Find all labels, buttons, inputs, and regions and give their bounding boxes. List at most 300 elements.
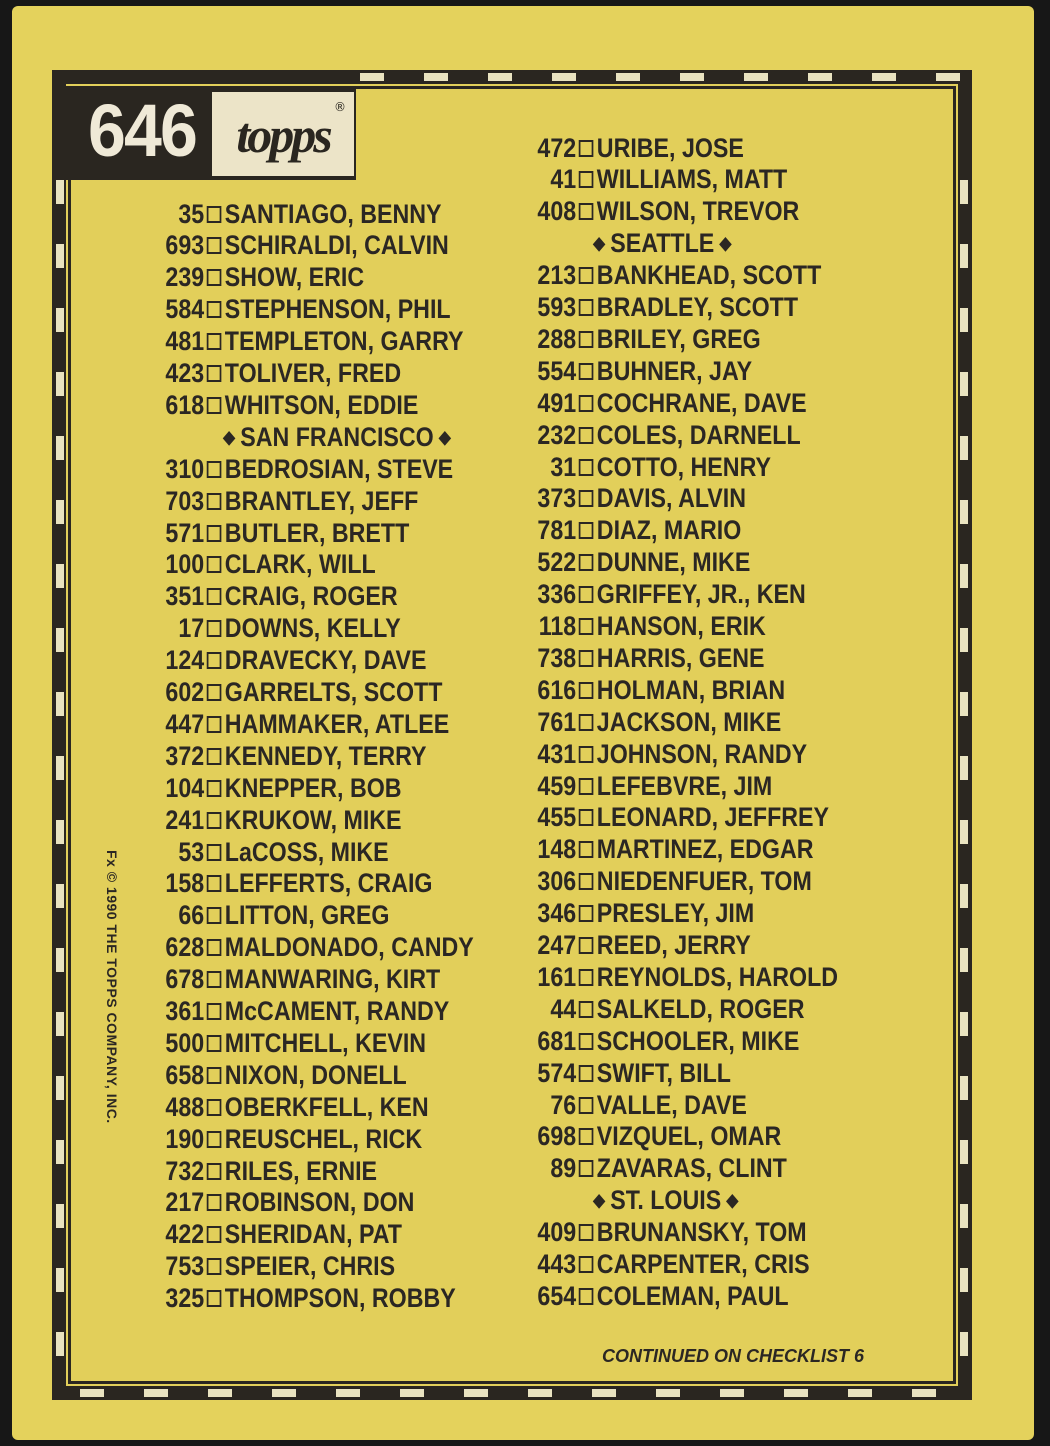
checkbox[interactable] (207, 269, 222, 286)
player-name: COTTO, HENRY (596, 451, 771, 482)
card-number-label: 431 (537, 738, 577, 769)
player-name: GARRELTS, SCOTT (224, 677, 443, 707)
checklist-row (156, 804, 402, 836)
player-name: HOLMAN, BRIAN (596, 674, 786, 705)
diamond-icon: ◆ (223, 426, 236, 447)
card-number-label: 658 (165, 1059, 205, 1090)
card-number-label: 361 (165, 996, 205, 1026)
border-stripe (720, 1389, 744, 1397)
border-stripe (272, 1389, 296, 1397)
checklist-row (156, 1155, 377, 1187)
checklist-row (528, 834, 814, 866)
border-stripe (56, 244, 64, 268)
checklist-row (528, 1121, 781, 1153)
checklist-row (528, 483, 746, 515)
player-name: BUTLER, BRETT (224, 517, 410, 548)
checkbox[interactable] (207, 844, 222, 861)
checkbox[interactable] (207, 525, 222, 542)
checkbox[interactable] (579, 714, 594, 731)
checkbox[interactable] (579, 459, 594, 476)
checkbox[interactable] (207, 1194, 222, 1211)
border-stripe (56, 628, 64, 652)
border-stripe (56, 1140, 64, 1164)
checklist-row (156, 1027, 426, 1059)
player-name: CRAIG, ROGER (224, 581, 398, 612)
checkbox[interactable] (207, 493, 222, 510)
player-name: HANSON, ERIK (596, 611, 766, 641)
checkbox[interactable] (207, 971, 222, 988)
card-number-label: 423 (165, 358, 205, 388)
checkbox[interactable] (207, 237, 222, 254)
checklist-row (156, 613, 401, 645)
checkbox[interactable] (579, 1001, 594, 1018)
checklist-row (528, 802, 829, 834)
checkbox[interactable] (579, 778, 594, 795)
checklist-row (528, 1089, 747, 1121)
player-name: SHERIDAN, PAT (224, 1219, 402, 1250)
checklist-row (156, 1187, 414, 1219)
checklist-row (156, 581, 398, 613)
checklist-row (156, 1283, 456, 1315)
player-name: KNEPPER, BOB (224, 772, 402, 803)
team-header (588, 1185, 743, 1217)
checklist-row (528, 260, 821, 292)
checklist-row (528, 355, 752, 387)
card-number-label: 325 (165, 1283, 205, 1314)
player-name: ROBINSON, DON (224, 1187, 415, 1218)
border-stripe (960, 1268, 968, 1292)
card-number-label: 491 (537, 387, 577, 418)
checkbox[interactable] (207, 939, 222, 956)
player-name: STEPHENSON, PHIL (224, 294, 451, 325)
border-stripe (56, 948, 64, 972)
card-number-label: 409 (537, 1217, 577, 1248)
checkbox[interactable] (207, 812, 222, 829)
card-number-label: 148 (537, 834, 577, 865)
checkbox[interactable] (579, 171, 594, 188)
checkbox[interactable] (579, 554, 594, 571)
border-stripe (784, 1389, 808, 1397)
player-name: BANKHEAD, SCOTT (596, 260, 822, 291)
border-stripe (744, 73, 768, 81)
border-stripe (56, 884, 64, 908)
checklist-row (528, 579, 806, 611)
border-stripe (56, 1076, 64, 1100)
checklist-row (528, 1249, 810, 1281)
checklist-row (156, 996, 449, 1028)
player-name: SANTIAGO, BENNY (224, 198, 442, 229)
checkbox[interactable] (207, 1003, 222, 1020)
card-number-label: 422 (165, 1219, 205, 1250)
card-number-label: 306 (537, 866, 577, 897)
team-name: SEATTLE (610, 228, 715, 259)
checkbox[interactable] (207, 556, 222, 573)
checklist-row (156, 517, 409, 549)
checkbox[interactable] (207, 652, 222, 669)
card-number: 646 (87, 89, 197, 172)
card-number-label: 190 (165, 1123, 205, 1154)
card-number-label: 678 (165, 964, 205, 995)
player-name: BUHNER, JAY (596, 355, 753, 386)
checkbox[interactable] (207, 1290, 222, 1307)
checklist-row (156, 708, 449, 740)
checklist-row (156, 198, 442, 230)
border-stripe (848, 1389, 872, 1397)
player-name: JOHNSON, RANDY (596, 738, 808, 769)
checklist-row (528, 451, 771, 483)
checklist-row (156, 836, 389, 868)
card-number-label: 574 (537, 1057, 577, 1088)
card-number-label: 628 (165, 932, 205, 963)
checklist-row (156, 453, 453, 485)
team-name: SAN FRANCISCO (240, 421, 434, 452)
checkbox[interactable] (579, 203, 594, 220)
player-name: DRAVECKY, DAVE (224, 645, 427, 676)
checklist-row (156, 868, 432, 900)
checklist-row (156, 1251, 395, 1283)
card-number-label: 213 (537, 260, 577, 291)
player-name: CLARK, WILL (224, 549, 376, 580)
checkbox[interactable] (579, 618, 594, 635)
border-stripe (960, 500, 968, 524)
checkbox[interactable] (207, 206, 222, 223)
checkbox[interactable] (579, 682, 594, 699)
player-name: WILLIAMS, MATT (596, 164, 788, 195)
player-name: HARRIS, GENE (596, 642, 765, 673)
player-name: McCAMENT, RANDY (224, 996, 450, 1026)
player-name: MALDONADO, CANDY (224, 932, 474, 963)
card-number-label: 44 (550, 993, 577, 1024)
diamond-icon: ◆ (726, 1190, 739, 1211)
player-name: BRUNANSKY, TOM (596, 1217, 807, 1248)
border-stripe (400, 1389, 424, 1397)
player-name: LEFEBVRE, JIM (596, 770, 773, 801)
checklist-row (156, 549, 376, 581)
player-name: WILSON, TREVOR (596, 196, 800, 227)
checkbox[interactable] (579, 427, 594, 444)
player-name: SCHIRALDI, CALVIN (224, 230, 449, 261)
card-number-label: 373 (537, 483, 577, 514)
border-stripe (960, 628, 968, 652)
card-number-label: 35 (178, 198, 205, 229)
checkbox[interactable] (207, 620, 222, 637)
checklist-row (528, 930, 751, 962)
border-stripe (960, 948, 968, 972)
checklist-row (528, 515, 741, 547)
card-number-label: 351 (165, 581, 205, 612)
card-number-label: 703 (165, 485, 205, 516)
checkbox[interactable] (207, 1163, 222, 1180)
card-number-label: 217 (165, 1187, 205, 1218)
player-name: REED, JERRY (596, 930, 751, 960)
border-stripe (56, 564, 64, 588)
checkbox[interactable] (579, 363, 594, 380)
card-number-label: 459 (537, 770, 577, 801)
team-header (218, 421, 456, 453)
border-stripe (56, 308, 64, 332)
checkbox[interactable] (579, 873, 594, 890)
continued-note: CONTINUED ON CHECKLIST 6 (602, 1346, 865, 1366)
card-number-label: 76 (550, 1089, 577, 1120)
border-stripe (960, 564, 968, 588)
checkbox[interactable] (579, 586, 594, 603)
player-name: DAVIS, ALVIN (596, 483, 747, 514)
checkbox[interactable] (207, 780, 222, 797)
player-name: SWIFT, BILL (596, 1057, 731, 1088)
card-number-label: 247 (537, 930, 577, 960)
checkbox[interactable] (207, 365, 222, 382)
player-name: LaCOSS, MIKE (224, 836, 389, 867)
checkbox[interactable] (207, 716, 222, 733)
border-stripe (56, 1268, 64, 1292)
player-name: LEFFERTS, CRAIG (224, 868, 433, 899)
checklist-row (528, 1153, 787, 1185)
player-name: JACKSON, MIKE (596, 706, 782, 737)
border-stripe (360, 73, 384, 81)
checklist-row (528, 770, 772, 802)
checkbox[interactable] (207, 397, 222, 414)
checkbox[interactable] (207, 1099, 222, 1116)
card-number-label: 372 (165, 740, 205, 771)
checkbox[interactable] (579, 841, 594, 858)
checkbox[interactable] (579, 299, 594, 316)
checkbox[interactable] (207, 684, 222, 701)
player-name: BEDROSIAN, STEVE (224, 453, 454, 484)
checkbox[interactable] (579, 522, 594, 539)
border-stripe (960, 1012, 968, 1036)
border-stripe (528, 1389, 552, 1397)
checkbox[interactable] (579, 905, 594, 922)
checkbox[interactable] (207, 333, 222, 350)
checklist-row (156, 230, 449, 262)
border-stripe (656, 1389, 680, 1397)
checklist-row (528, 1280, 789, 1312)
checkbox[interactable] (579, 1224, 594, 1241)
checklist-row (528, 419, 801, 451)
card-number-label: 602 (165, 677, 205, 707)
checkbox[interactable] (207, 461, 222, 478)
border-stripe (872, 73, 896, 81)
card-number-label: 753 (165, 1251, 205, 1282)
card-number-label: 53 (178, 836, 205, 867)
card-number-label: 17 (178, 613, 205, 644)
card-number-label: 239 (165, 262, 205, 293)
checkbox[interactable] (207, 1131, 222, 1148)
player-name: TEMPLETON, GARRY (224, 326, 464, 357)
player-name: RILES, ERNIE (224, 1155, 378, 1186)
checkbox[interactable] (579, 1288, 594, 1305)
border-stripe (960, 244, 968, 268)
card-number-label: 761 (537, 706, 577, 737)
checklist-row (528, 642, 765, 674)
border-stripe (592, 1389, 616, 1397)
player-name: COLEMAN, PAUL (596, 1280, 789, 1311)
checklist-row (156, 964, 440, 996)
border-stripe (56, 756, 64, 780)
border-stripe (56, 1332, 64, 1356)
border-stripe (960, 820, 968, 844)
checklist-row (528, 898, 754, 930)
player-name: HAMMAKER, ATLEE (224, 708, 450, 739)
checkbox[interactable] (579, 937, 594, 954)
checklist-row (156, 485, 418, 517)
diamond-icon: ◆ (593, 1190, 606, 1211)
checkbox[interactable] (207, 748, 222, 765)
player-name: BRANTLEY, JEFF (224, 485, 419, 516)
diamond-icon: ◆ (593, 233, 606, 254)
card-number-label: 472 (537, 132, 577, 163)
card-number-label: 481 (165, 326, 205, 357)
border-stripe (808, 73, 832, 81)
player-name: URIBE, JOSE (596, 132, 744, 163)
card-number-label: 654 (537, 1280, 577, 1311)
checklist-row (528, 164, 787, 196)
card-number-label: 447 (165, 708, 205, 739)
border-stripe (56, 500, 64, 524)
checklist-row (528, 323, 761, 355)
card-number-label: 408 (537, 196, 577, 227)
card-number-label: 781 (537, 515, 577, 546)
border-stripe (960, 1332, 968, 1356)
checkbox[interactable] (207, 1067, 222, 1084)
checkbox[interactable] (207, 301, 222, 318)
card-number-label: 232 (537, 419, 577, 450)
checkbox[interactable] (579, 1256, 594, 1273)
checklist-row (528, 132, 744, 164)
checkbox[interactable] (579, 1065, 594, 1082)
border-stripe (208, 1389, 232, 1397)
border-stripe (56, 372, 64, 396)
border-stripe (56, 692, 64, 716)
card-number-label: 618 (165, 389, 205, 420)
checkbox[interactable] (579, 490, 594, 507)
checkbox[interactable] (207, 1035, 222, 1052)
card-number-label: 124 (165, 645, 205, 676)
player-name: SHOW, ERIC (224, 262, 365, 293)
checkbox[interactable] (579, 1097, 594, 1114)
diamond-icon: ◆ (438, 426, 451, 447)
player-name: DUNNE, MIKE (596, 547, 751, 578)
player-name: LEONARD, JEFFREY (596, 802, 830, 833)
checkbox[interactable] (207, 1226, 222, 1243)
card-number-label: 310 (165, 453, 205, 484)
checklist-row (528, 292, 798, 324)
diamond-icon: ◆ (719, 233, 732, 254)
player-name: SCHOOLER, MIKE (596, 1025, 800, 1056)
player-name: WHITSON, EDDIE (224, 389, 419, 420)
team-header (588, 228, 737, 260)
border-stripe (56, 1012, 64, 1036)
player-name: REUSCHEL, RICK (224, 1123, 423, 1154)
card-number-label: 500 (165, 1027, 205, 1058)
checkbox[interactable] (207, 875, 222, 892)
card-number-label: 698 (537, 1121, 577, 1152)
checklist-row (528, 993, 805, 1025)
player-name: MARTINEZ, EDGAR (596, 834, 814, 865)
checkbox[interactable] (579, 267, 594, 284)
card-number-label: 732 (165, 1155, 205, 1186)
player-name: MITCHELL, KEVIN (224, 1027, 427, 1058)
player-name: THOMPSON, ROBBY (224, 1283, 456, 1314)
card-number-label: 571 (165, 517, 205, 548)
team-name: ST. LOUIS (610, 1185, 722, 1216)
checkbox[interactable] (579, 650, 594, 667)
player-name: VALLE, DAVE (596, 1089, 747, 1120)
border-stripe (488, 73, 512, 81)
card-number-label: 616 (537, 674, 577, 705)
border-stripe (56, 820, 64, 844)
checklist-row (528, 961, 838, 993)
checklist-row (528, 611, 766, 643)
checkbox[interactable] (579, 331, 594, 348)
checkbox[interactable] (207, 907, 222, 924)
border-stripe (960, 372, 968, 396)
checklist-row (156, 326, 463, 358)
card-number-label: 241 (165, 804, 205, 835)
checklist-row (156, 294, 451, 326)
player-name: COCHRANE, DAVE (596, 387, 807, 418)
card-number-label: 443 (537, 1249, 577, 1279)
checkbox[interactable] (579, 395, 594, 412)
checklist-row (156, 358, 401, 390)
border-stripe (464, 1389, 488, 1397)
checklist-row (156, 1123, 422, 1155)
border-stripe (56, 180, 64, 204)
checkbox[interactable] (579, 746, 594, 763)
checklist-row (156, 1219, 402, 1251)
player-name: OBERKFELL, KEN (224, 1091, 429, 1122)
card-number-label: 104 (165, 772, 205, 803)
border-stripe (56, 436, 64, 460)
checkbox[interactable] (579, 1160, 594, 1177)
player-name: REYNOLDS, HAROLD (596, 961, 839, 992)
checkbox[interactable] (207, 1258, 222, 1275)
card-number-label: 681 (537, 1025, 577, 1056)
border-stripe (960, 756, 968, 780)
checkbox[interactable] (579, 1033, 594, 1050)
checklist-row (156, 932, 474, 964)
player-name: ZAVARAS, CLINT (596, 1153, 787, 1184)
player-name: CARPENTER, CRIS (596, 1249, 810, 1279)
border-stripe (56, 1204, 64, 1228)
player-name: BRADLEY, SCOTT (596, 292, 799, 322)
checkbox[interactable] (579, 140, 594, 157)
checklist-row (528, 866, 812, 898)
checkbox[interactable] (579, 809, 594, 826)
player-name: TOLIVER, FRED (224, 358, 402, 388)
checkbox[interactable] (207, 588, 222, 605)
border-stripe (960, 436, 968, 460)
checklist-row (156, 677, 442, 709)
checkbox[interactable] (579, 1128, 594, 1145)
border-stripe (552, 73, 576, 81)
checklist-row (156, 262, 364, 294)
player-name: DIAZ, MARIO (596, 515, 742, 546)
card-number-label: 522 (537, 547, 577, 578)
border-stripe (80, 1389, 104, 1397)
card-number-label: 31 (550, 451, 577, 482)
checklist-row (156, 1091, 429, 1123)
border-stripe (960, 1204, 968, 1228)
registered-mark: ® (334, 100, 346, 114)
checklist-row (528, 1217, 807, 1249)
border-stripe (336, 1389, 360, 1397)
border-stripe (960, 1076, 968, 1100)
card-number-label: 738 (537, 642, 577, 673)
border-stripe (144, 1389, 168, 1397)
checkbox[interactable] (579, 969, 594, 986)
checklist-row (156, 1059, 407, 1091)
